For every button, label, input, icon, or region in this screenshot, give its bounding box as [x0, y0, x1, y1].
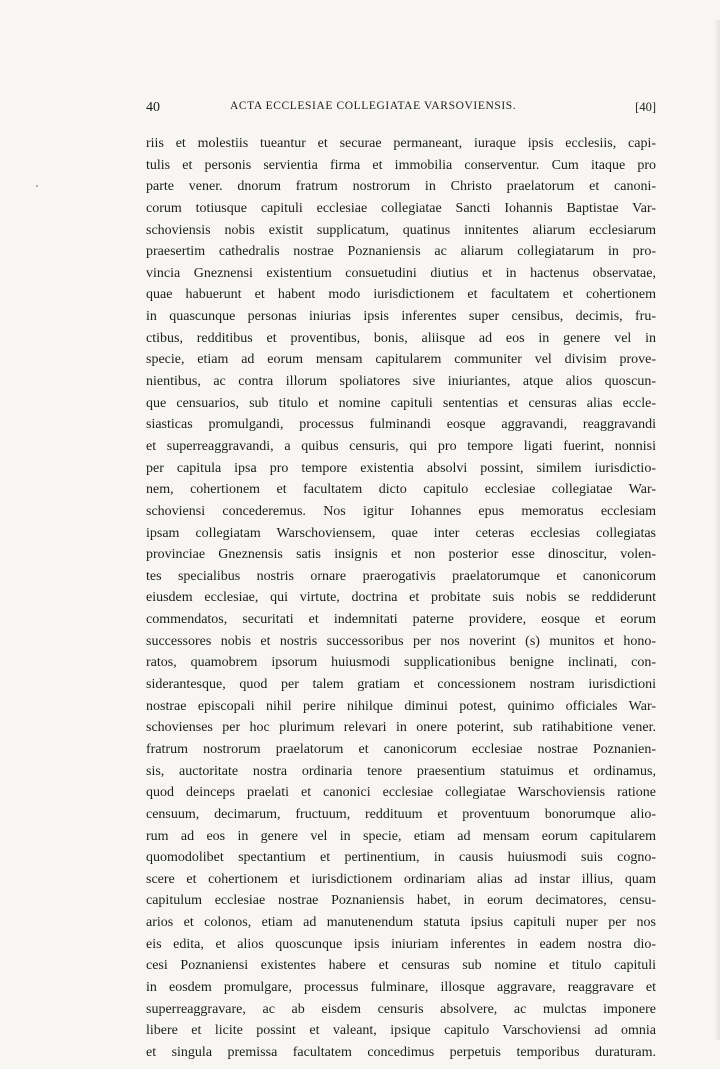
- text-line: quod deinceps praelati et canonici ecclesiae collegiatae Warschoviensis ratione: [146, 785, 656, 801]
- text-line: siderantesque, quod per talem gratiam et concessionem nostram iurisdictioni: [146, 677, 656, 693]
- text-line: riis et molestiis tueantur et securae permaneant, iuraque ipsis ecclesiis, capi-: [146, 136, 656, 151]
- text-line: quomodolibet spectantium et pertinentium, in causis huiusmodi suis cogno-: [146, 850, 656, 866]
- text-line: ipsam collegiatam Warschoviensem, quae inter ceteras ecclesias collegiatas: [146, 525, 656, 541]
- text-line: nem, cohertionem et facultatem dicto capitulo ecclesiae collegiatae War-: [146, 482, 656, 498]
- text-line: tes specialibus nostris ornare praerogativis praelatorumque et canonicorum: [146, 568, 656, 584]
- text-line: cesi Poznaniensi existentes habere et censuras sub nomine et titulo capituli: [146, 958, 656, 974]
- text-line: sis, auctoritate nostra ordinaria tenore praesentium statuimus et ordinamus,: [146, 763, 656, 779]
- text-line: quae habuerunt et habent modo iurisdictionem et facultatem et cohertionem: [146, 287, 656, 303]
- text-line: in eosdem promulgare, processus fulminare, illosque aggravare, reaggravare et: [146, 979, 656, 995]
- text-line: nostrae episcopali nihil perire nihilque diminui potest, quinimo officiales War-: [146, 698, 656, 714]
- text-line: schoviensis nobis existit supplicatum, quatinus innitentes aliarum ecclesiarum: [146, 222, 656, 238]
- text-line: schoviensi concederemus. Nos igitur Iohannes epus memoratus ecclesiam: [146, 503, 656, 519]
- text-line: provinciae Gneznensis satis insignis et non posterior esse dinoscitur, volen-: [146, 547, 656, 563]
- text-line: rum ad eos in genere vel in specie, etiam ad mensam eorum capitularem: [146, 828, 656, 844]
- text-line: ctibus, redditibus et proventibus, bonis, aliisque ad eos in genere vel in: [146, 330, 656, 346]
- text-line: libere et licite possint et valeant, ipsique capitulo Varschoviensi ad omnia: [146, 1023, 656, 1039]
- text-line: commendatos, securitati et indemnitati paterne providere, eosque et eorum: [146, 612, 656, 628]
- text-line: eiusdem ecclesiae, qui virtute, doctrina et probitate suis nobis se reddiderunt: [146, 590, 656, 606]
- text-line: schovienses per hoc plurimum relevari in onere poterint, sub ratihabitione vener.: [146, 720, 656, 736]
- text-line: arios et colonos, etiam ad manutenendum statuta ipsius capituli nuper per nos: [146, 915, 656, 931]
- text-line: eis edita, et alios quoscunque ipsis iniuriam inferentes in eadem nostra dio-: [146, 936, 656, 952]
- text-line: praesertim cathedralis nostrae Poznaniensis ac aliarum collegiatarum in pro-: [146, 244, 656, 260]
- text-line: successores nobis et nostris successoribus per nos noverint (s) munitos et hono-: [146, 633, 656, 649]
- text-line: siasticas promulgandi, processus fulminandi eosque aggravandi, reaggravandi: [146, 417, 656, 433]
- folio-number: [40]: [635, 100, 656, 114]
- running-title: ACTA ECCLESIAE COLLEGIATAE VARSOVIENSIS.: [230, 100, 517, 112]
- scan-speck: [36, 185, 38, 187]
- text-line: scere et cohertionem et iurisdictionem ordinariam alias ad instar illius, quam: [146, 871, 656, 887]
- text-line: fratrum nostrorum praelatorum et canonicorum ecclesiae nostrae Poznanien-: [146, 741, 656, 757]
- text-line: ratos, quamobrem ipsorum huiusmodi supplicationibus benigne inclinati, con-: [146, 655, 656, 671]
- text-line: specie, etiam ad eorum mensam capitularem communiter vel divisim prove-: [146, 352, 656, 368]
- text-line: parte vener. dnorum fratrum nostrorum in Christo praelatorum et canoni-: [146, 179, 656, 195]
- text-line: capitulum ecclesiae nostrae Poznaniensis habet, in eorum decimatores, censu-: [146, 893, 656, 909]
- text-line: vincia Gneznensi existentium consuetudini diutius et in hactenus observatae,: [146, 265, 656, 281]
- text-line: tulis et personis servientia firma et immobilia conserventur. Cum itaque pro: [146, 157, 656, 173]
- text-line: que censuarios, sub titulo et nomine capituli sententias et censuras alias eccle-: [146, 395, 656, 411]
- text-line: per capitula ipsa pro tempore existentia absolvi possint, similem iurisdictio-: [146, 460, 656, 476]
- text-line: censuum, decimarum, fructuum, reddituum et proventuum bonorumque alio-: [146, 806, 656, 822]
- text-line: et superreaggravandi, a quibus censuris, qui pro tempore ligati fuerint, nonnisi: [146, 438, 656, 454]
- running-header: [146, 98, 656, 120]
- page-number: 40: [146, 100, 160, 115]
- text-line: corum totiusque capituli ecclesiae collegiatae Sancti Iohannis Baptistae Var-: [146, 200, 656, 216]
- text-line: superreaggravare, ac ab eisdem censuris absolvere, ac mulctas imponere: [146, 1001, 656, 1017]
- text-line: in quascunque personas iniurias ipsis inferentes super censibus, decimis, fru-: [146, 309, 656, 325]
- text-line: et singula premissa facultatem concedimus perpetuis temporibus duraturam.: [146, 1044, 656, 1060]
- text-line: nientibus, ac contra illorum spoliatores sive iniuriantes, atque alios quoscun-: [146, 374, 656, 390]
- body-text: [146, 133, 656, 1064]
- scan-edge-shadow: [714, 20, 720, 1040]
